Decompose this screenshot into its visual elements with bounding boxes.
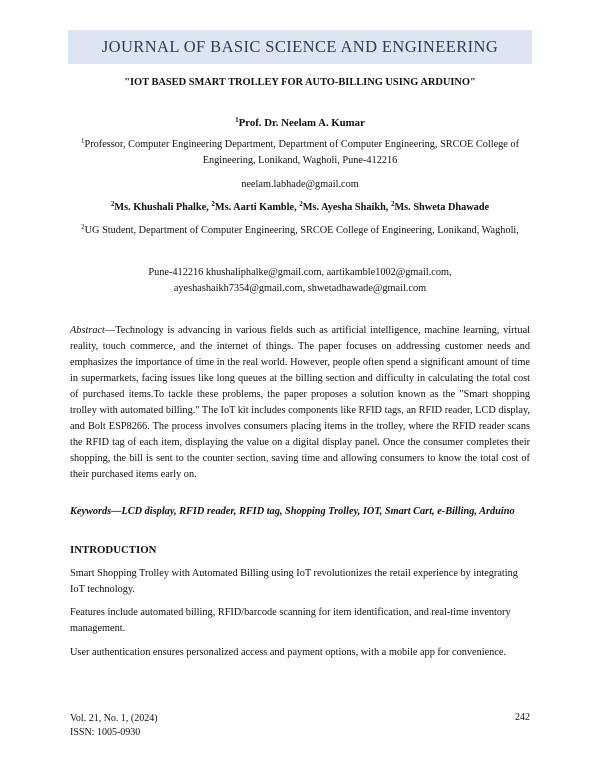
page-number: 242 <box>515 712 530 723</box>
author-superscript: 1 <box>235 116 239 124</box>
student-superscript: 2 <box>299 200 303 208</box>
student-name: Ms. Khushali Phalke, <box>114 202 212 213</box>
student-superscript: 2 <box>211 200 215 208</box>
footer-issn: ISSN: 1005-0930 <box>70 727 141 738</box>
abstract <box>70 323 530 483</box>
student-authors <box>70 202 530 213</box>
abstract-label: Abstract <box>70 325 105 336</box>
keywords: Keywords—LCD display, RFID reader, RFID tag, Shopping Trolley, IOT, Smart Cart, e-Billing, Arduino <box>70 506 515 517</box>
introduction-paragraph: User authentication ensures personalized access and payment options, with a mobile app for convenience. <box>70 647 507 658</box>
introduction-heading: INTRODUCTION <box>70 544 157 556</box>
student-superscript: 2 <box>110 200 115 208</box>
affiliation-text: Professor, Computer Engineering Department, Department of Computer Engineering, SRCOE College of Engineering, Lonikand, Wagholi, Pune-412216 <box>84 139 520 166</box>
abstract-text: —Technology is advancing in various fields such as artificial intelligence, machine learning, virtual reality, touch commerce, and the internet of things. The paper focuses on addressing customer needs and emphasizes the importance of time in the real world. However, people often spend a significant amount of time in supermarkets, facing issues like long queues at the billing section and difficulty in calculating the total cost of purchased items.To tackle these problems, the paper proposes a solution known as the "Smart shopping trolley with automated billing." The IoT kit includes components like RFID tags, an RFID reader, LCD display, and Bolt ESP8266. The process involves consumers placing items in the trolley, where the RFID reader scans the RFID tag of each item, displaying the value on a digital display panel. Once the consumer completes their shopping, the bill is sent to the counter section, saving time and allowing consumers to know the total cost of their purchased items early on. <box>70 325 530 480</box>
student-name: Ms. Ayesha Shaikh, <box>302 202 391 213</box>
introduction-paragraph: Smart Shopping Trolley with Automated Billing using IoT revolutionizes the retail experience by integrating IoT technology. <box>70 568 518 595</box>
introduction-paragraph: Features include automated billing, RFID/barcode scanning for item identification, and real-time inventory management. <box>70 607 511 634</box>
journal-header-banner <box>68 30 532 64</box>
student-affiliation-text: UG Student, Department of Computer Engineering, SRCOE College of Engineering, Lonikand, Wagholi, <box>84 225 519 236</box>
footer-publication-info <box>70 712 158 740</box>
student-emails <box>70 265 530 296</box>
footer-volume: Vol. 21, No. 1, (2024) <box>70 713 158 724</box>
student-name: Ms. Aarti Kamble, <box>214 202 300 213</box>
student-name: Ms. Shweta Dhawade <box>394 202 490 213</box>
student-affiliation-superscript: 2 <box>81 223 85 231</box>
student-affiliation <box>70 223 530 239</box>
author-name-text: Prof. Dr. Neelam A. Kumar <box>238 117 365 129</box>
student-superscript: 2 <box>390 200 395 208</box>
author-affiliation <box>70 137 530 168</box>
paper-title: "IOT BASED SMART TROLLEY FOR AUTO-BILLING USING ARDUINO" <box>124 77 476 88</box>
author-name <box>70 117 530 129</box>
journal-title: JOURNAL OF BASIC SCIENCE AND ENGINEERING <box>101 37 499 56</box>
affiliation-superscript: 1 <box>80 137 85 145</box>
student-emails-line: Pune-412216 khushaliphalke@gmail.com, aartikamble1002@gmail.com, <box>148 267 452 278</box>
student-emails-line: ayeshashaikh7354@gmail.com, shwetadhawade@gmail.com <box>173 282 427 294</box>
author-email: neelam.labhade@gmail.com <box>241 179 359 190</box>
